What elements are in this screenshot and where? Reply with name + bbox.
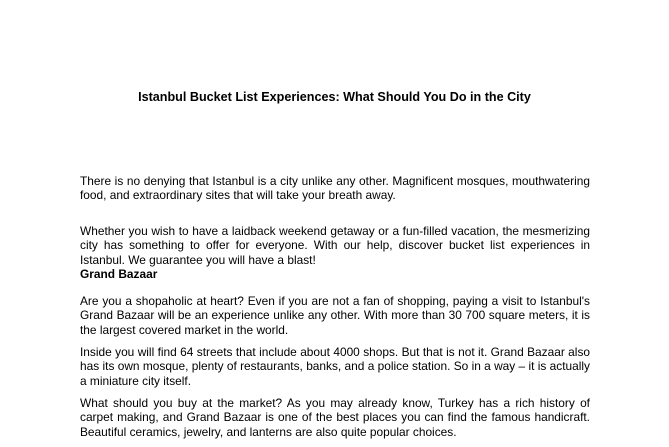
grand-bazaar-paragraph-3: What should you buy at the market? As you may already know, Turkey has a rich history of carpet making, and Grand Bazaar is one of the best places you can find the famous handicraft. Beautiful ceramics, jewelry, and lanterns are also quite popular choices.	[80, 396, 590, 439]
intro-paragraph-1: There is no denying that Istanbul is a city unlike any other. Magnificent mosques, mouthwatering food, and extraordinary sites that will take your breath away.	[80, 174, 590, 203]
section-heading-grand-bazaar: Grand Bazaar	[80, 267, 158, 281]
intro-paragraph-2: Whether you wish to have a laidback weekend getaway or a fun-filled vacation, the mesmerizing city has something to offer for everyone. With our help, discover bucket list experiences in Istanbul. We guarantee you will have a blast!	[80, 224, 590, 267]
grand-bazaar-paragraph-1: Are you a shopaholic at heart? Even if you are not a fan of shopping, paying a visit to Istanbul's Grand Bazaar will be an experience unlike any other. With more than 30 700 square meters, it is the largest covered market in the world.	[80, 294, 590, 337]
grand-bazaar-paragraph-2: Inside you will find 64 streets that include about 4000 shops. But that is not it. Grand Bazaar also has its own mosque, plenty of restaurants, banks, and a police station. So in a way – it is actually a miniature city itself.	[80, 345, 590, 388]
document-title: Istanbul Bucket List Experiences: What Should You Do in the City	[138, 90, 531, 104]
